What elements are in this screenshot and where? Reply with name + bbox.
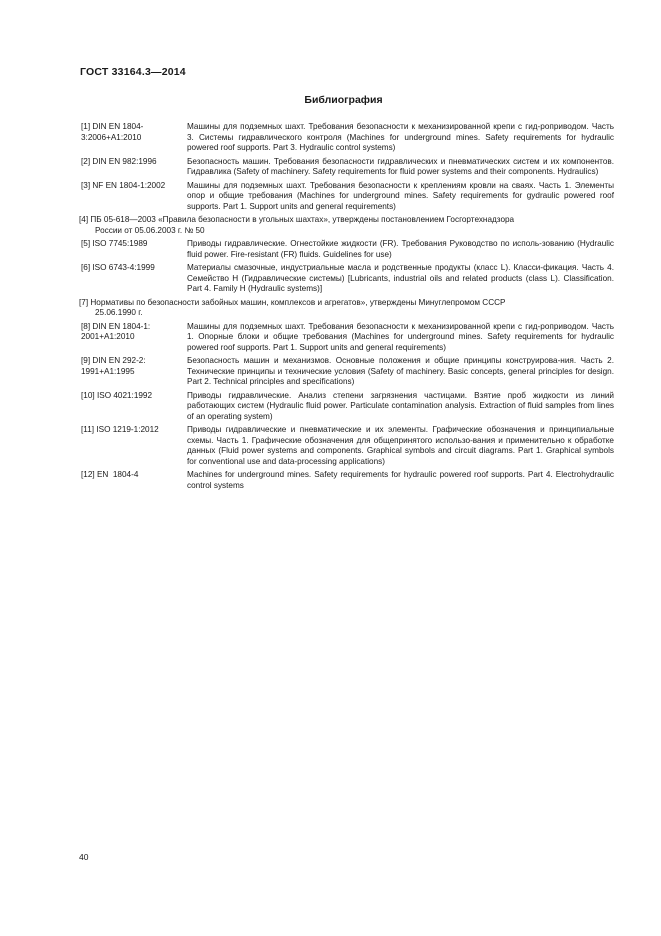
reference-number: [2] [81,156,91,166]
reference-code: EN 1804-4 [96,470,139,479]
reference-code: NF EN 1804-1:2002 [92,180,166,190]
reference-item [79,263,614,295]
reference-number: [9] [81,356,91,365]
reference-id [79,322,187,354]
reference-text-continuation: России от 05.06.2003 г. № 50 [95,225,205,235]
reference-text: Приводы гидравлические. Анализ степени загрязнения частицами. Взятие проб жидкости из линий работающих систем (Hydraulic fluid power. Particulate contamination analysis. Extraction of fluid samples from lines of an operating system) [187,390,614,421]
reference-id [79,263,187,295]
reference-text: Приводы гидравлические. Огнестойкие жидкости (FR). Требования Руководство по исполь-зованию (Hydraulic fluid power. Fire-resistant (FR) fluids. Guidelines for use) [187,239,614,259]
reference-text: [4] ПБ 05-618—2003 «Правила безопасности в угольных шахтах», утверждены постановлением Госгортехнадзора [79,215,515,224]
reference-number: [10] [81,390,95,400]
reference-text: Материалы смазочные, индустриальные масла и родственные продукты (класс L). Класси-фикация. Часть 4. Семейство Н (Гидравлические системы) [Lubricants, industrial oils and related products (class L). Classification. Part 4. Family H (Hydraulic systems)] [187,263,614,293]
reference-number: [12] [81,470,95,479]
reference-code: ISO 4021:1992 [96,390,153,400]
reference-item [79,322,614,354]
page-number: 40 [79,852,89,862]
reference-id [79,391,187,423]
reference-id [79,470,187,491]
document-code: ГОСТ 33164.3—2014 [80,66,186,78]
reference-id [79,181,187,213]
reference-item [79,356,614,388]
reference-id [79,425,187,467]
reference-code: ISO 6743-4:1999 [92,263,155,272]
reference-number: [6] [81,263,91,272]
reference-item [79,239,614,260]
reference-text: Машины для подземных шахт. Требования безопасности к механизированной крепи с гид-роприводом. Часть 3. Системы гидравлического контроля (Machines for underground mines. Safety requirements for hydraulic powered roof supports. Part 3. Hydraulic control systems) [187,122,614,152]
reference-number: [3] [81,180,91,190]
reference-item-full [79,215,614,236]
reference-id [79,157,187,178]
reference-item [79,391,614,423]
reference-number: [5] [81,239,91,248]
reference-code: DIN EN 1804-1: 2001+A1:2010 [81,321,151,341]
reference-item [79,425,614,467]
reference-number: [8] [81,321,91,331]
reference-item [79,122,614,154]
reference-id [79,122,187,154]
reference-text: Приводы гидравлические и пневматические и их элементы. Графические обозначения и принципиальные схемы. Часть 1. Графические обозначения для общепринятого использо-вания и применительно к обработке данных (Fluid power systems and components. Graphical symbols and circuit diagrams. Part 1. Graphical symbols for conventional use and data-processing applications) [187,425,614,466]
reference-text: Безопасность машин и механизмов. Основные положения и общие принципы конструирова-ния. Часть 2. Технические принципы и технические условия (Safety of machinery. Basic concepts, general principles for design. Part 2. Technical principles and specifications) [187,356,614,386]
reference-text: [7] Нормативы по безопасности забойных машин, комплексов и агрегатов», утверждены Минуглепромом СССР [79,297,506,307]
reference-number: [11] [81,425,95,434]
reference-code: ISO 7745:1989 [92,239,148,248]
section-title: Библиография [304,94,383,106]
reference-code: ISO 1219-1:2012 [96,425,159,434]
reference-number: [1] [81,122,91,131]
reference-id [79,356,187,388]
reference-id [79,239,187,260]
reference-text: Машины для подземных шахт. Требования безопасности к креплениям кровли на сваях. Часть 1. Элементы опор и общие требования (Machines for underground mines. Safety requirements for gydraulic powered roof supports. Part 1. Support units and general requirements) [187,180,614,211]
reference-text: Безопасность машин. Требования безопасности гидравлических и пневматических систем и их компонентов. Гидравлика (Safety of machinery. Safety requirements for fluid power systems and their components. Hydraulics) [187,156,614,176]
reference-item-full [79,298,614,319]
reference-code: DIN EN 1804- 3:2006+A1:2010 [81,122,144,142]
reference-item [79,157,614,178]
reference-code: DIN EN 982:1996 [92,156,157,166]
reference-text: Machines for underground mines. Safety requirements for hydraulic powered roof supports. Part 4. Electrohydraulic control systems [187,470,614,490]
bibliography-list [79,122,614,494]
reference-item [79,181,614,213]
reference-item [79,470,614,491]
reference-text: Машины для подземных шахт. Требования безопасности к механизированной крепи с гид-роприводом. Часть 1. Опорные блоки и общие требования (Machines for underground mines. Safety requirements for hydraulic powered roof supports. Part 1. Support units and general requirements) [187,321,614,352]
reference-code: DIN EN 292-2: 1991+A1:1995 [81,356,146,376]
reference-text-continuation: 25.06.1990 г. [95,308,143,317]
